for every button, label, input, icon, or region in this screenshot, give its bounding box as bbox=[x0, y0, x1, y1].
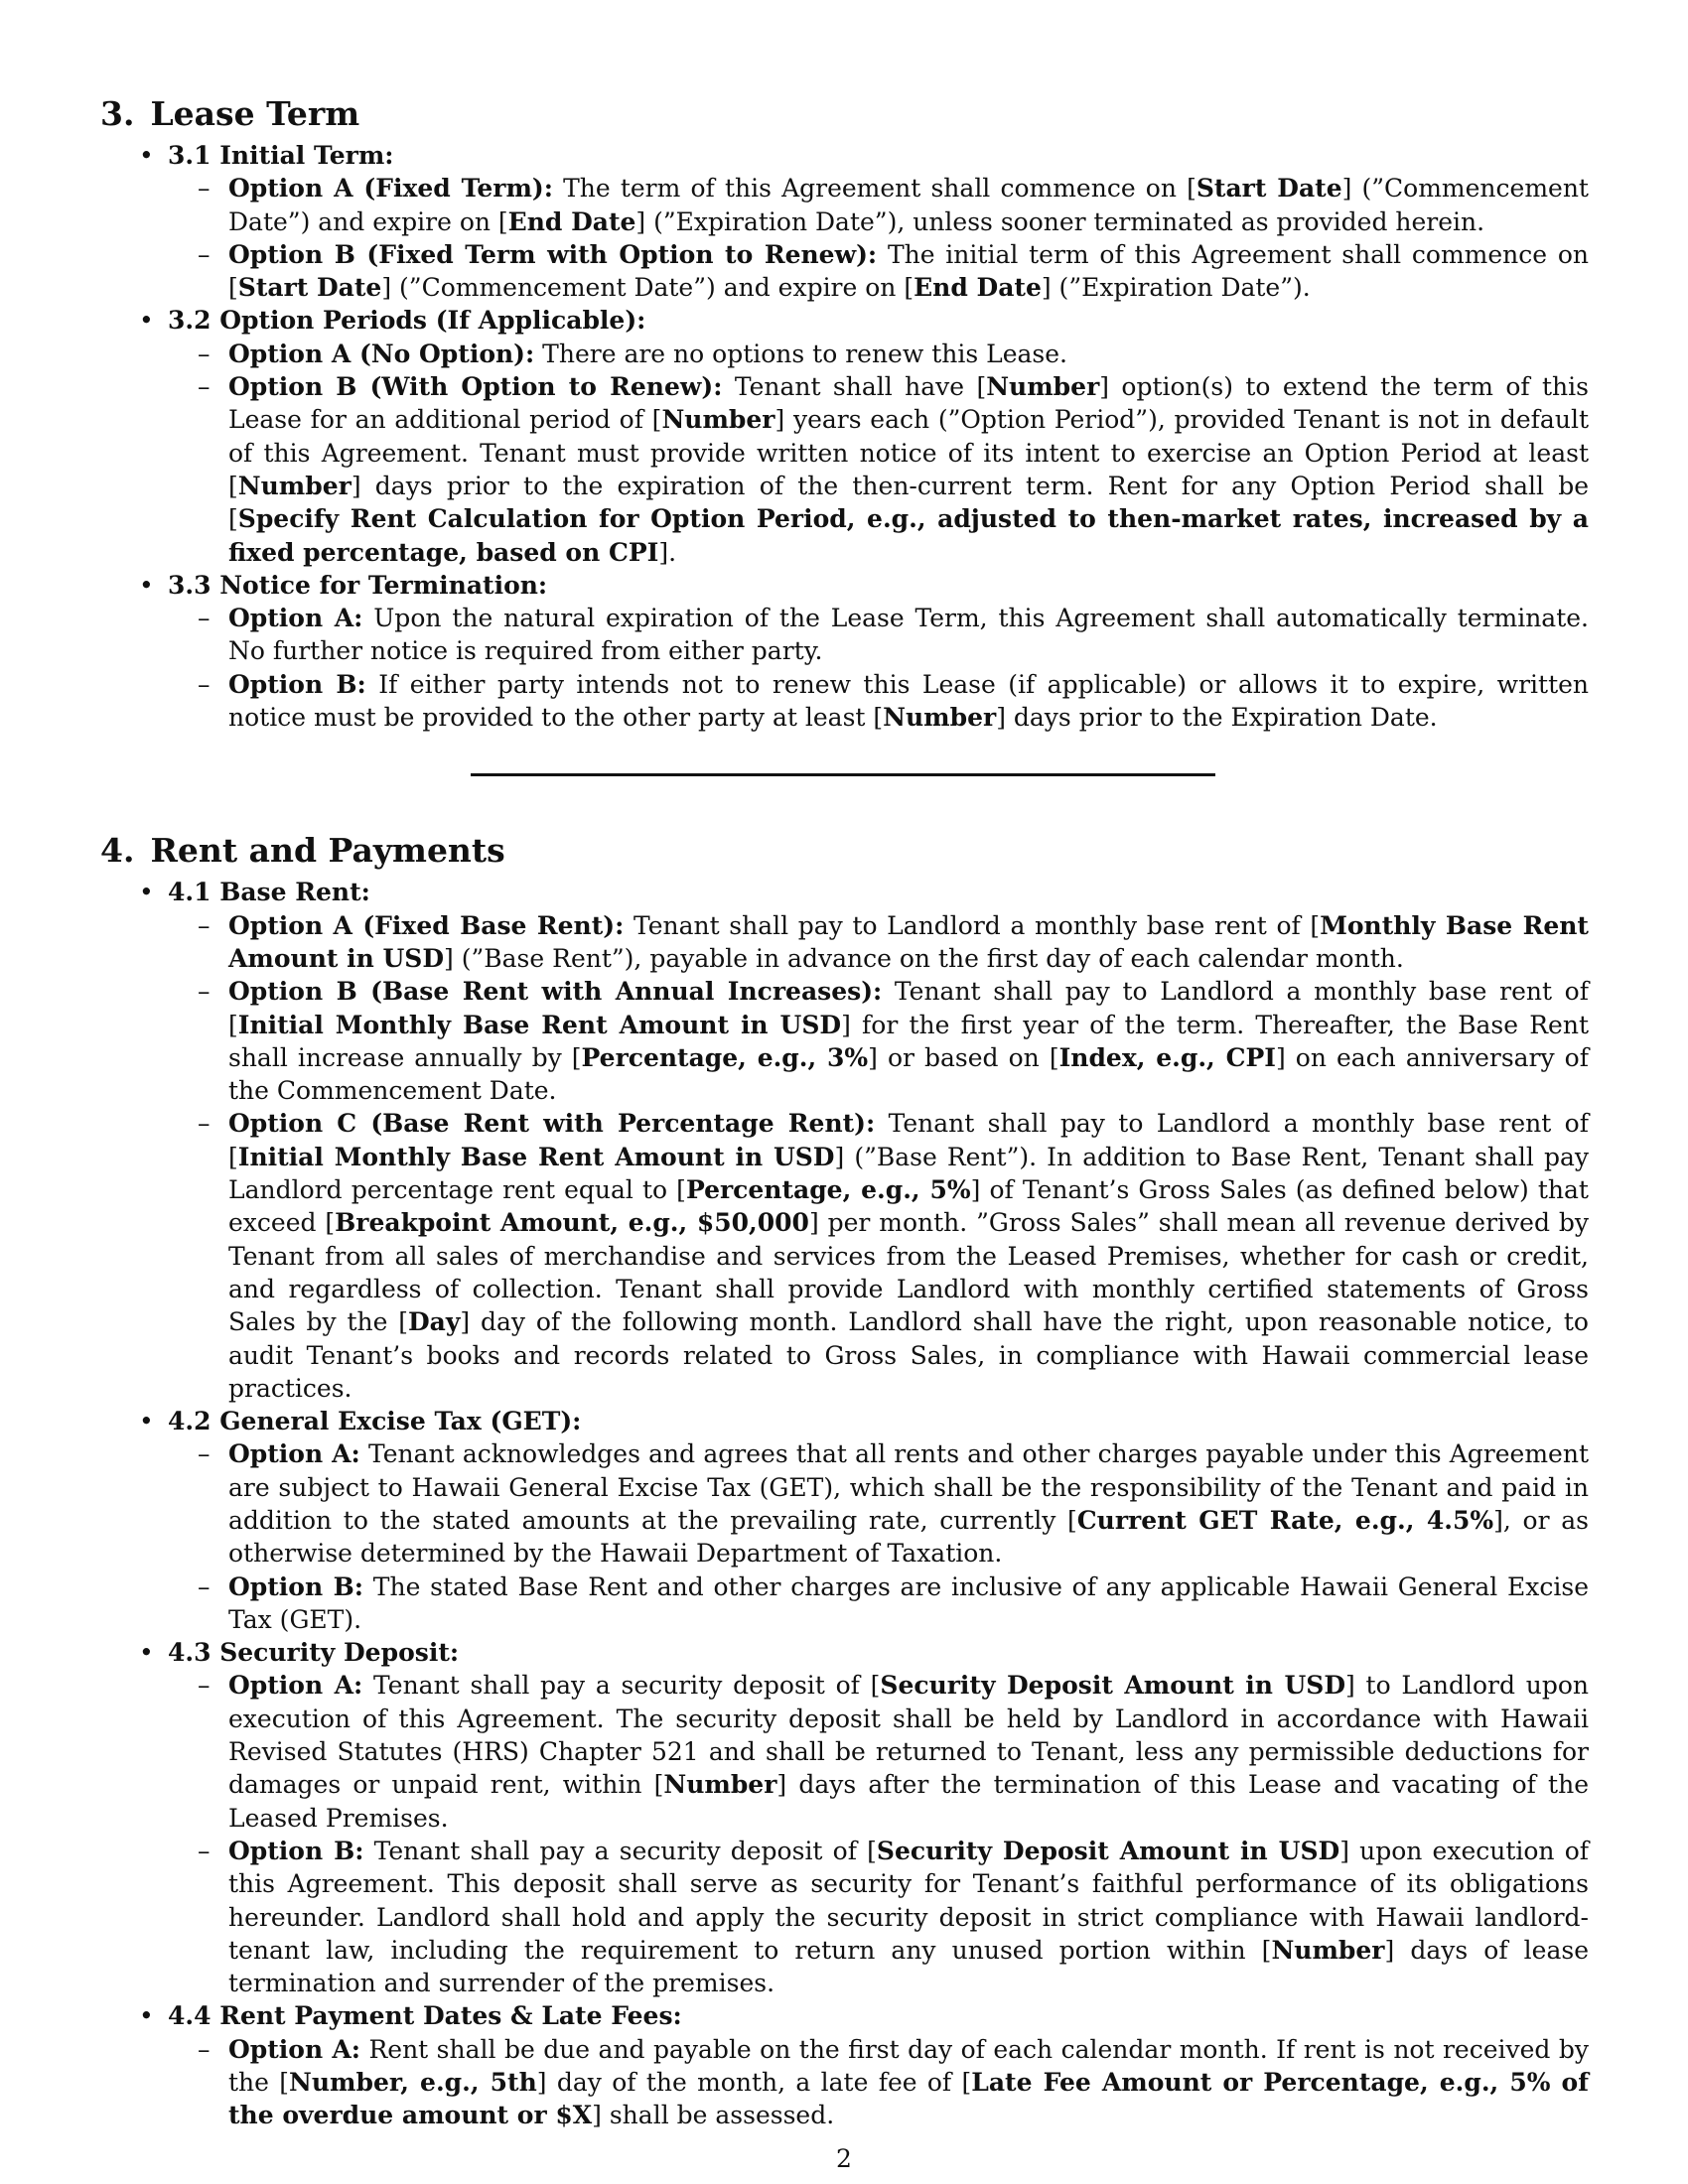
clause-text: ] or based on [ bbox=[868, 1042, 1059, 1072]
clause-text: ] shall be assessed. bbox=[592, 2101, 835, 2130]
option-label: Option C (Base Rent with Percentage Rent): bbox=[228, 1109, 876, 1139]
clause-text: ] (”Commencement Date”) and expire on [ bbox=[381, 273, 914, 303]
dash-icon: – bbox=[198, 604, 211, 633]
option-item bbox=[168, 338, 1589, 370]
clause-text: The stated Base Rent and other charges are inclusive of any applicable Hawaii General Excise Tax (GET). bbox=[228, 1571, 1590, 1634]
section-items bbox=[100, 876, 1589, 2131]
list-item bbox=[100, 304, 1589, 568]
clause-text: ] (”Expiration Date”). bbox=[1041, 273, 1311, 303]
clause-text: ] option(s) to extend the term of this Lease for an additional period of [ bbox=[228, 372, 1589, 435]
clause-text: ] (”Base Rent”). In addition to Base Rent, Tenant shall pay Landlord percentage rent equal to [ bbox=[228, 1142, 1590, 1205]
option-label: Option B: bbox=[228, 1836, 364, 1865]
section-lease-term bbox=[100, 93, 1589, 734]
option-item bbox=[168, 2033, 1589, 2132]
placeholder-field: Late Fee Amount or Percentage, e.g., 5% of the overdue amount or $X bbox=[228, 2068, 1589, 2130]
placeholder-field: End Date bbox=[507, 206, 636, 236]
dash-icon: – bbox=[198, 1571, 211, 1601]
placeholder-field: Number bbox=[883, 703, 997, 733]
clause-text: Tenant shall have [ bbox=[722, 372, 987, 402]
dash-icon: – bbox=[198, 174, 211, 204]
placeholder-field: Number bbox=[661, 405, 775, 435]
placeholder-field: Security Deposit Amount in USD bbox=[876, 1836, 1340, 1865]
option-label: Option A: bbox=[228, 2034, 360, 2064]
section-number: 4. bbox=[100, 831, 135, 871]
placeholder-field: Breakpoint Amount, e.g., $50,000 bbox=[335, 1208, 809, 1238]
bullet-icon: • bbox=[139, 878, 154, 907]
dash-icon: – bbox=[198, 339, 211, 368]
option-item bbox=[168, 1107, 1589, 1405]
clause-title: 4.1 Base Rent: bbox=[168, 878, 370, 907]
placeholder-field: Current GET Rate, e.g., 4.5% bbox=[1076, 1505, 1494, 1535]
option-item bbox=[168, 238, 1589, 305]
dash-icon: – bbox=[198, 977, 211, 1007]
clause-title: 3.2 Option Periods (If Applicable): bbox=[168, 306, 646, 336]
option-item bbox=[168, 909, 1589, 976]
clause-title: 4.3 Security Deposit: bbox=[168, 1638, 460, 1668]
bullet-icon: • bbox=[139, 1638, 154, 1668]
placeholder-field: Initial Monthly Base Rent Amount in USD bbox=[237, 1142, 835, 1171]
clause-text: ] days of lease termination and surrender of the premises. bbox=[228, 1935, 1589, 1998]
list-item bbox=[100, 569, 1589, 734]
placeholder-field: Percentage, e.g., 5% bbox=[685, 1175, 971, 1205]
option-label: Option A (Fixed Term): bbox=[228, 174, 553, 204]
dash-icon: – bbox=[198, 2034, 211, 2064]
clause-text: ] to Landlord upon execution of this Agreement. The security deposit shall be held by Landlord in accordance with Hawaii Revised Statutes (HRS) Chapter 521 and shall be returned to Tenant, less any permissible deductions for damages or unpaid rent, within [ bbox=[228, 1671, 1590, 1800]
placeholder-field: Number, e.g., 5th bbox=[289, 2068, 537, 2098]
clause-text: The initial term of this Agreement shall commence on [ bbox=[228, 239, 1589, 303]
section-title: Rent and Payments bbox=[150, 831, 505, 871]
placeholder-field: Specify Rent Calculation for Option Period, e.g., adjusted to then-market rates, increased by a fixed percentage, based on CPI bbox=[228, 504, 1589, 567]
dash-icon: – bbox=[198, 1671, 211, 1701]
placeholder-field: Initial Monthly Base Rent Amount in USD bbox=[237, 1010, 842, 1039]
section-heading bbox=[100, 830, 1589, 872]
clause-text: ] for the first year of the term. Thereafter, the Base Rent shall increase annually by [ bbox=[228, 1010, 1589, 1072]
placeholder-field: Monthly Base Rent Amount in USD bbox=[228, 910, 1589, 973]
clause-text: ] day of the following month. Landlord shall have the right, upon reasonable notice, to audit Tenant’s books and records related to Gross Sales, in compliance with Hawaii commercial lease practices. bbox=[228, 1307, 1589, 1403]
clause-text: Tenant shall pay to Landlord a monthly base rent of [ bbox=[228, 977, 1589, 1039]
clause-text: ] of Tenant’s Gross Sales (as defined below) that exceed [ bbox=[228, 1175, 1589, 1238]
placeholder-field: Day bbox=[408, 1307, 461, 1337]
clause-text: ], or as otherwise determined by the Hawaii Department of Taxation. bbox=[228, 1505, 1589, 1569]
option-list bbox=[168, 909, 1589, 1405]
placeholder-field: Number bbox=[986, 372, 1100, 402]
clause-text: ] days prior to the expiration of the then-current term. Rent for any Option Period shall be [ bbox=[228, 471, 1589, 534]
clause-text: Tenant shall pay to Landlord a monthly base rent of [ bbox=[624, 910, 1321, 940]
placeholder-field: Index, e.g., CPI bbox=[1058, 1042, 1276, 1072]
option-item bbox=[168, 1835, 1589, 1999]
option-item bbox=[168, 172, 1589, 238]
section-rent-and-payments bbox=[100, 830, 1589, 2131]
option-label: Option B: bbox=[228, 669, 366, 699]
option-list bbox=[168, 1669, 1589, 1999]
option-item bbox=[168, 668, 1589, 735]
clause-title: 3.3 Notice for Termination: bbox=[168, 570, 548, 600]
option-label: Option B (Base Rent with Annual Increases): bbox=[228, 977, 883, 1007]
list-item bbox=[100, 1405, 1589, 1636]
dash-icon: – bbox=[198, 372, 211, 402]
list-item bbox=[100, 876, 1589, 1405]
dash-icon: – bbox=[198, 239, 211, 269]
option-list bbox=[168, 2033, 1589, 2132]
clause-text: ] per month. ”Gross Sales” shall mean all revenue derived by Tenant from all sales of merchandise and services from the Leased Premises, whether for cash or credit, and regardless of collection. Tenant shall provide Landlord with monthly certified statements of Gross Sales by the [ bbox=[228, 1208, 1589, 1337]
clause-text: Tenant shall pay a security deposit of [ bbox=[362, 1671, 881, 1701]
option-list bbox=[168, 602, 1589, 734]
bullet-icon: • bbox=[139, 570, 154, 600]
option-label: Option B (With Option to Renew): bbox=[228, 372, 723, 402]
clause-text: Tenant acknowledges and agrees that all rents and other charges payable under this Agreement are subject to Hawaii General Excise Tax (GET), which shall be the responsibility of the Tenant and paid in addition to the stated amounts at the prevailing rate, currently [ bbox=[228, 1439, 1589, 1535]
option-item bbox=[168, 370, 1589, 569]
clause-text: ] days after the termination of this Lease and vacating of the Leased Premises. bbox=[228, 1770, 1589, 1833]
dash-icon: – bbox=[198, 1109, 211, 1139]
placeholder-field: Percentage, e.g., 3% bbox=[581, 1042, 869, 1072]
clause-title: 4.4 Rent Payment Dates & Late Fees: bbox=[168, 2001, 682, 2031]
clause-text: Rent shall be due and payable on the first day of each calendar month. If rent is not received by the [ bbox=[228, 2034, 1590, 2098]
section-items bbox=[100, 139, 1589, 734]
placeholder-field: Security Deposit Amount in USD bbox=[880, 1671, 1346, 1701]
list-item bbox=[100, 139, 1589, 304]
option-item bbox=[168, 602, 1589, 668]
option-list bbox=[168, 1437, 1589, 1636]
clause-text: ]. bbox=[658, 537, 677, 567]
option-label: Option A: bbox=[228, 604, 363, 633]
list-item bbox=[100, 1999, 1589, 2131]
dash-icon: – bbox=[198, 669, 211, 699]
option-list bbox=[168, 338, 1589, 569]
dash-icon: – bbox=[198, 910, 211, 940]
option-list bbox=[168, 172, 1589, 304]
clause-text: ] (”Expiration Date”), unless sooner terminated as provided herein. bbox=[635, 206, 1485, 236]
dash-icon: – bbox=[198, 1836, 211, 1865]
option-label: Option B: bbox=[228, 1571, 364, 1601]
bullet-icon: • bbox=[139, 2001, 154, 2031]
clause-text: ] years each (”Option Period”), provided Tenant is not in default of this Agreement. Tenant must provide written notice of its intent to exercise an Option Period at least [ bbox=[228, 405, 1589, 500]
option-item bbox=[168, 1669, 1589, 1834]
clause-text: There are no options to renew this Lease. bbox=[534, 339, 1067, 368]
option-label: Option A (Fixed Base Rent): bbox=[228, 910, 625, 940]
placeholder-field: Number bbox=[1271, 1935, 1385, 1965]
clause-text: If either party intends not to renew this Lease (if applicable) or allows it to expire, written notice must be provided to the other party at least [ bbox=[228, 669, 1590, 733]
section-number: 3. bbox=[100, 94, 135, 133]
placeholder-field: Number bbox=[237, 471, 352, 500]
clause-text: ] on each anniversary of the Commencement Date. bbox=[228, 1042, 1589, 1106]
placeholder-field: Start Date bbox=[1196, 174, 1342, 204]
dash-icon: – bbox=[198, 1439, 211, 1469]
clause-text: The term of this Agreement shall commence on [ bbox=[552, 174, 1196, 204]
clause-title: 3.1 Initial Term: bbox=[168, 141, 394, 170]
placeholder-field: End Date bbox=[914, 273, 1042, 303]
clause-text: ] days prior to the Expiration Date. bbox=[996, 703, 1438, 733]
section-title: Lease Term bbox=[150, 94, 360, 133]
placeholder-field: Start Date bbox=[237, 273, 382, 303]
option-label: Option A: bbox=[228, 1671, 363, 1701]
clause-title: 4.2 General Excise Tax (GET): bbox=[168, 1407, 582, 1436]
clause-text: ] (”Base Rent”), payable in advance on the first day of each calendar month. bbox=[444, 943, 1404, 973]
list-item bbox=[100, 1636, 1589, 1999]
page-content bbox=[100, 93, 1589, 2132]
page-number: 2 bbox=[836, 2144, 852, 2173]
bullet-icon: • bbox=[139, 141, 154, 170]
clause-text: ] day of the month, a late fee of [ bbox=[536, 2068, 972, 2098]
clause-text: Upon the natural expiration of the Lease Term, this Agreement shall automatically terminate. No further notice is required from either party. bbox=[228, 604, 1589, 666]
option-item bbox=[168, 975, 1589, 1107]
option-item bbox=[168, 1437, 1589, 1570]
option-item bbox=[168, 1570, 1589, 1637]
bullet-icon: • bbox=[139, 1407, 154, 1436]
clause-text: Tenant shall pay a security deposit of [ bbox=[363, 1836, 877, 1865]
horizontal-divider bbox=[471, 773, 1215, 776]
option-label: Option A: bbox=[228, 1439, 360, 1469]
placeholder-field: Number bbox=[663, 1770, 777, 1800]
option-label: Option B (Fixed Term with Option to Renew): bbox=[228, 239, 878, 269]
bullet-icon: • bbox=[139, 306, 154, 336]
clause-text: Tenant shall pay to Landlord a monthly base rent of [ bbox=[228, 1109, 1589, 1171]
option-label: Option A (No Option): bbox=[228, 339, 535, 368]
section-heading bbox=[100, 93, 1589, 135]
clause-text: ] (”Commencement Date”) and expire on [ bbox=[228, 174, 1589, 236]
clause-text: ] upon execution of this Agreement. This deposit shall serve as security for Tenant’s faithful performance of its obligations hereunder. Landlord shall hold and apply the security deposit in strict compliance with Hawaii landlord-tenant law, including the requirement to return any unused portion within [ bbox=[228, 1836, 1590, 1965]
